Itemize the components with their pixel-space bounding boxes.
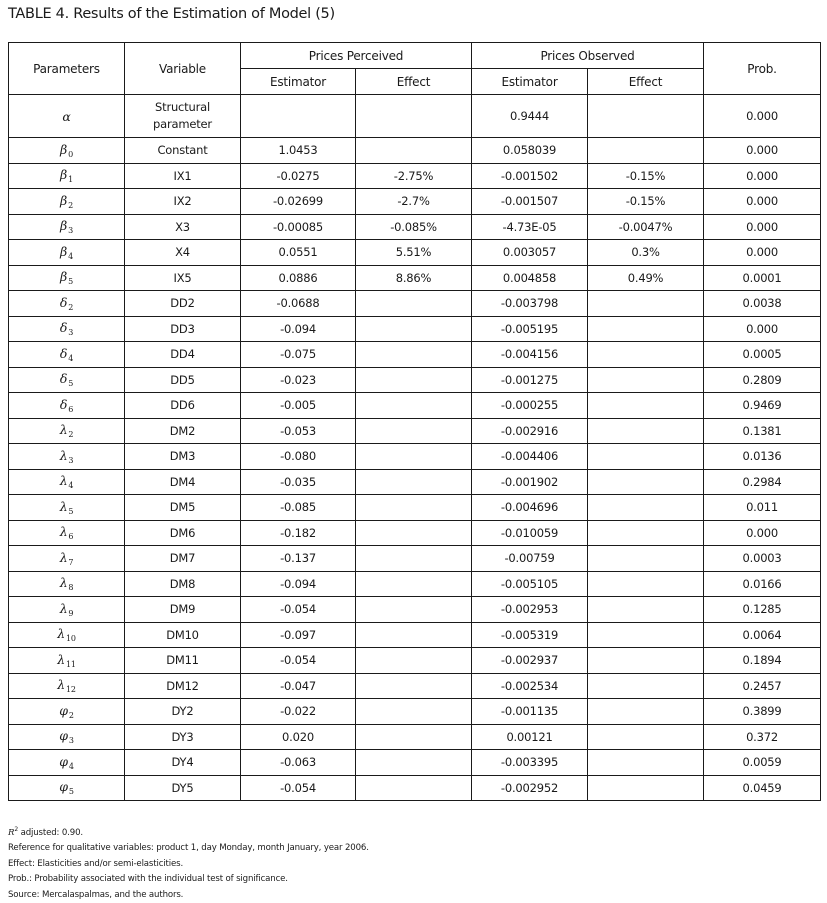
- po-effect-cell: 0.3%: [588, 240, 704, 266]
- header-pp-estimator: Estimator: [241, 69, 356, 95]
- table-row: [9, 265, 821, 291]
- param-symbol: λ: [59, 498, 68, 514]
- prob-cell: 0.372: [704, 724, 821, 750]
- po-effect-cell: [588, 95, 704, 138]
- po-effect-cell: [588, 571, 704, 597]
- param-cell: [9, 367, 125, 393]
- pp-effect-cell: [356, 495, 472, 521]
- param-symbol: φ: [59, 728, 68, 744]
- param-cell: [9, 597, 125, 623]
- param-cell: [9, 546, 125, 572]
- prob-cell: 0.1285: [704, 597, 821, 623]
- variable-cell: IX5: [125, 265, 241, 291]
- param-cell: [9, 444, 125, 470]
- variable-line-1: Structural: [155, 100, 210, 114]
- param-subscript: 3: [68, 226, 73, 236]
- pp-effect-cell: 5.51%: [356, 240, 472, 266]
- param-subscript: 7: [68, 557, 74, 567]
- pp-estimator-cell: -0.0275: [241, 163, 356, 189]
- param-symbol: λ: [57, 626, 65, 642]
- pp-effect-cell: [356, 444, 472, 470]
- param-subscript: 3: [68, 328, 74, 338]
- param-subscript: 5: [68, 277, 73, 287]
- param-subscript: 9: [68, 608, 74, 618]
- table-row: [9, 240, 821, 266]
- param-symbol: λ: [59, 524, 68, 540]
- param-cell: [9, 418, 125, 444]
- pp-effect-cell: 8.86%: [356, 265, 472, 291]
- pp-effect-cell: [356, 138, 472, 164]
- po-estimator-cell: -0.005105: [472, 571, 588, 597]
- po-effect-cell: [588, 291, 704, 317]
- variable-cell: DM2: [125, 418, 241, 444]
- variable-cell: DM10: [125, 622, 241, 648]
- pp-estimator-cell: -0.182: [241, 520, 356, 546]
- table-row-alpha: [9, 95, 821, 138]
- table-row: [9, 138, 821, 164]
- param-subscript: 2: [68, 430, 74, 440]
- variable-cell: DM7: [125, 546, 241, 572]
- pp-estimator-cell: -0.137: [241, 546, 356, 572]
- po-effect-cell: [588, 444, 704, 470]
- table-row: [9, 775, 821, 801]
- po-estimator-cell: -0.003395: [472, 750, 588, 776]
- pp-effect-cell: [356, 622, 472, 648]
- variable-cell: DM5: [125, 495, 241, 521]
- param-cell: [9, 495, 125, 521]
- po-estimator-cell: -0.00759: [472, 546, 588, 572]
- variable-cell: DM8: [125, 571, 241, 597]
- po-effect-cell: [588, 520, 704, 546]
- table-row: [9, 750, 821, 776]
- param-cell: [9, 469, 125, 495]
- po-effect-cell: [588, 495, 704, 521]
- po-estimator-cell: -0.002953: [472, 597, 588, 623]
- table-row: [9, 393, 821, 419]
- variable-cell: X4: [125, 240, 241, 266]
- param-cell: [9, 95, 125, 138]
- param-cell: [9, 673, 125, 699]
- table-row: [9, 571, 821, 597]
- pp-estimator-cell: -0.080: [241, 444, 356, 470]
- param-subscript: 4: [68, 353, 74, 363]
- param-symbol: φ: [59, 779, 68, 795]
- po-effect-cell: [588, 316, 704, 342]
- pp-estimator-cell: -0.053: [241, 418, 356, 444]
- po-estimator-cell: -0.001902: [472, 469, 588, 495]
- param-symbol: λ: [57, 651, 65, 667]
- variable-cell: DM6: [125, 520, 241, 546]
- table-row: [9, 291, 821, 317]
- pp-effect-cell: [356, 546, 472, 572]
- po-effect-cell: [588, 138, 704, 164]
- prob-cell: 0.0038: [704, 291, 821, 317]
- prob-cell: 0.2984: [704, 469, 821, 495]
- po-effect-cell: 0.49%: [588, 265, 704, 291]
- param-subscript: 4: [68, 251, 73, 261]
- param-subscript: 5: [68, 787, 74, 797]
- pp-estimator-cell: 0.020: [241, 724, 356, 750]
- pp-effect-cell: -2.75%: [356, 163, 472, 189]
- po-estimator-cell: -0.005195: [472, 316, 588, 342]
- prob-cell: 0.000: [704, 520, 821, 546]
- param-subscript: 3: [68, 736, 74, 746]
- prob-cell: 0.000: [704, 189, 821, 215]
- r2-superscript: 2: [14, 826, 18, 833]
- prob-cell: 0.000: [704, 214, 821, 240]
- param-symbol: λ: [57, 677, 65, 693]
- param-symbol: δ: [59, 294, 68, 310]
- pp-effect-cell: -2.7%: [356, 189, 472, 215]
- pp-effect-cell: [356, 724, 472, 750]
- table-row: [9, 189, 821, 215]
- param-cell: [9, 775, 125, 801]
- param-cell: [9, 189, 125, 215]
- prob-cell: 0.000: [704, 316, 821, 342]
- po-effect-cell: [588, 418, 704, 444]
- param-symbol: α: [62, 108, 71, 124]
- pp-effect-cell: [356, 418, 472, 444]
- table-row: [9, 316, 821, 342]
- pp-estimator-cell: -0.00085: [241, 214, 356, 240]
- header-variable: Variable: [125, 43, 241, 95]
- pp-effect-cell: [356, 520, 472, 546]
- param-symbol: β: [60, 243, 68, 259]
- po-estimator-cell: 0.003057: [472, 240, 588, 266]
- table-row: [9, 163, 821, 189]
- pp-estimator-cell: -0.097: [241, 622, 356, 648]
- variable-cell: DY4: [125, 750, 241, 776]
- pp-estimator-cell: -0.094: [241, 571, 356, 597]
- po-effect-cell: [588, 724, 704, 750]
- pp-effect-cell: [356, 750, 472, 776]
- po-estimator-cell: -0.001275: [472, 367, 588, 393]
- po-estimator-cell: -0.005319: [472, 622, 588, 648]
- param-subscript: 8: [68, 583, 74, 593]
- variable-cell: DD3: [125, 316, 241, 342]
- table-row: [9, 367, 821, 393]
- param-subscript: 5: [68, 506, 74, 516]
- prob-cell: 0.0005: [704, 342, 821, 368]
- param-cell: [9, 393, 125, 419]
- header-row-1: [9, 43, 821, 69]
- param-subscript: 12: [65, 685, 76, 695]
- prob-cell: 0.2809: [704, 367, 821, 393]
- pp-effect-cell: -0.085%: [356, 214, 472, 240]
- prob-cell: 0.3899: [704, 699, 821, 725]
- pp-effect-cell: [356, 469, 472, 495]
- variable-cell: DD2: [125, 291, 241, 317]
- variable-cell: DD6: [125, 393, 241, 419]
- pp-effect-cell: [356, 648, 472, 674]
- variable-cell: Constant: [125, 138, 241, 164]
- variable-cell: [125, 95, 241, 138]
- variable-cell: DM3: [125, 444, 241, 470]
- variable-cell: DM9: [125, 597, 241, 623]
- table-row: [9, 342, 821, 368]
- po-estimator-cell: -0.004696: [472, 495, 588, 521]
- pp-estimator-cell: -0.0688: [241, 291, 356, 317]
- variable-cell: DM12: [125, 673, 241, 699]
- pp-estimator-cell: -0.023: [241, 367, 356, 393]
- pp-estimator-cell: -0.094: [241, 316, 356, 342]
- param-cell: [9, 163, 125, 189]
- po-effect-cell: [588, 342, 704, 368]
- note-effect: Effect: Elasticities and/or semi-elasticities.: [8, 858, 184, 869]
- pp-effect-cell: [356, 597, 472, 623]
- table-row: [9, 520, 821, 546]
- po-estimator-cell: 0.058039: [472, 138, 588, 164]
- prob-cell: 0.0001: [704, 265, 821, 291]
- po-effect-cell: -0.0047%: [588, 214, 704, 240]
- prob-cell: 0.000: [704, 95, 821, 138]
- param-subscript: 0: [68, 149, 73, 159]
- prob-cell: 0.0136: [704, 444, 821, 470]
- po-estimator-cell: -0.002952: [472, 775, 588, 801]
- pp-effect-cell: [356, 699, 472, 725]
- table-row: [9, 622, 821, 648]
- param-symbol: δ: [59, 371, 68, 387]
- note-prob: Prob.: Probability associated with the individual test of significance.: [8, 874, 288, 885]
- pp-effect-cell: [356, 673, 472, 699]
- param-cell: [9, 571, 125, 597]
- param-subscript: 6: [68, 404, 74, 414]
- pp-estimator-cell: -0.047: [241, 673, 356, 699]
- param-cell: [9, 750, 125, 776]
- header-pp-effect: Effect: [356, 69, 472, 95]
- param-subscript: 4: [68, 481, 74, 491]
- prob-cell: 0.011: [704, 495, 821, 521]
- pp-effect-cell: [356, 571, 472, 597]
- prob-cell: 0.1894: [704, 648, 821, 674]
- pp-effect-cell: [356, 367, 472, 393]
- po-effect-cell: -0.15%: [588, 189, 704, 215]
- po-effect-cell: [588, 469, 704, 495]
- po-estimator-cell: -0.002534: [472, 673, 588, 699]
- po-effect-cell: [588, 750, 704, 776]
- param-symbol: β: [60, 269, 68, 285]
- pp-effect-cell: [356, 342, 472, 368]
- po-estimator-cell: 0.9444: [472, 95, 588, 138]
- variable-line-2: parameter: [153, 117, 212, 131]
- prob-cell: 0.0003: [704, 546, 821, 572]
- param-cell: [9, 699, 125, 725]
- variable-cell: DY2: [125, 699, 241, 725]
- pp-estimator-cell: -0.02699: [241, 189, 356, 215]
- po-estimator-cell: -0.010059: [472, 520, 588, 546]
- variable-cell: DM11: [125, 648, 241, 674]
- param-symbol: δ: [59, 396, 68, 412]
- pp-estimator-cell: -0.075: [241, 342, 356, 368]
- pp-estimator-cell: 1.0453: [241, 138, 356, 164]
- header-parameters: Parameters: [9, 43, 125, 95]
- pp-estimator-cell: -0.022: [241, 699, 356, 725]
- prob-cell: 0.9469: [704, 393, 821, 419]
- po-effect-cell: [588, 775, 704, 801]
- param-cell: [9, 648, 125, 674]
- param-cell: [9, 291, 125, 317]
- po-estimator-cell: -0.000255: [472, 393, 588, 419]
- param-symbol: λ: [59, 447, 68, 463]
- po-effect-cell: [588, 699, 704, 725]
- param-cell: [9, 240, 125, 266]
- po-effect-cell: [588, 648, 704, 674]
- po-estimator-cell: -0.001502: [472, 163, 588, 189]
- table-row: [9, 546, 821, 572]
- prob-cell: 0.0059: [704, 750, 821, 776]
- pp-estimator-cell: [241, 95, 356, 138]
- param-subscript: 11: [65, 659, 76, 669]
- param-symbol: φ: [59, 702, 68, 718]
- table-row: [9, 699, 821, 725]
- prob-cell: 0.0459: [704, 775, 821, 801]
- param-symbol: λ: [59, 600, 68, 616]
- po-estimator-cell: -0.004156: [472, 342, 588, 368]
- table-row: [9, 673, 821, 699]
- note-source: Source: Mercalaspalmas, and the authors.: [8, 889, 184, 900]
- pp-effect-cell: [356, 393, 472, 419]
- pp-estimator-cell: -0.054: [241, 775, 356, 801]
- pp-estimator-cell: -0.005: [241, 393, 356, 419]
- param-symbol: β: [60, 192, 68, 208]
- variable-cell: X3: [125, 214, 241, 240]
- table-row: [9, 469, 821, 495]
- variable-cell: DM4: [125, 469, 241, 495]
- table-row: [9, 418, 821, 444]
- po-effect-cell: [588, 546, 704, 572]
- table-title: TABLE 4. Results of the Estimation of Model (5): [8, 6, 335, 22]
- param-symbol: δ: [59, 345, 68, 361]
- header-prob: Prob.: [704, 43, 821, 95]
- param-subscript: 4: [68, 761, 74, 771]
- pp-estimator-cell: 0.0886: [241, 265, 356, 291]
- results-table: [8, 42, 821, 801]
- param-symbol: δ: [59, 320, 68, 336]
- note-r2: [8, 822, 369, 841]
- param-subscript: 1: [68, 175, 73, 185]
- po-estimator-cell: 0.004858: [472, 265, 588, 291]
- prob-cell: 0.0064: [704, 622, 821, 648]
- param-subscript: 3: [68, 455, 74, 465]
- param-symbol: β: [60, 141, 68, 157]
- po-estimator-cell: -0.003798: [472, 291, 588, 317]
- variable-cell: IX2: [125, 189, 241, 215]
- pp-estimator-cell: -0.035: [241, 469, 356, 495]
- table-row: [9, 495, 821, 521]
- note-reference: Reference for qualitative variables: product 1, day Monday, month January, year 2006.: [8, 843, 369, 854]
- r2-text: adjusted: 0.90.: [18, 828, 83, 838]
- po-estimator-cell: -0.001135: [472, 699, 588, 725]
- po-effect-cell: [588, 597, 704, 623]
- po-estimator-cell: -0.002937: [472, 648, 588, 674]
- pp-effect-cell: [356, 775, 472, 801]
- variable-cell: IX1: [125, 163, 241, 189]
- table-notes: [8, 822, 369, 903]
- table-row: [9, 214, 821, 240]
- param-cell: [9, 342, 125, 368]
- pp-estimator-cell: -0.063: [241, 750, 356, 776]
- po-effect-cell: [588, 673, 704, 699]
- header-prices-perceived: Prices Perceived: [241, 43, 472, 69]
- po-estimator-cell: 0.00121: [472, 724, 588, 750]
- pp-estimator-cell: -0.085: [241, 495, 356, 521]
- param-cell: [9, 316, 125, 342]
- po-effect-cell: [588, 367, 704, 393]
- param-subscript: 2: [68, 302, 74, 312]
- po-estimator-cell: -0.001507: [472, 189, 588, 215]
- param-subscript: 10: [65, 634, 76, 644]
- header-po-effect: Effect: [588, 69, 704, 95]
- pp-effect-cell: [356, 95, 472, 138]
- param-symbol: λ: [59, 549, 68, 565]
- po-effect-cell: [588, 393, 704, 419]
- table-row: [9, 444, 821, 470]
- param-cell: [9, 622, 125, 648]
- param-cell: [9, 520, 125, 546]
- param-cell: [9, 138, 125, 164]
- po-estimator-cell: -4.73E-05: [472, 214, 588, 240]
- param-symbol: φ: [59, 753, 68, 769]
- pp-effect-cell: [356, 316, 472, 342]
- table-row: [9, 724, 821, 750]
- table-row: [9, 648, 821, 674]
- table-row: [9, 597, 821, 623]
- pp-effect-cell: [356, 291, 472, 317]
- param-subscript: 2: [68, 200, 73, 210]
- param-symbol: λ: [59, 422, 68, 438]
- param-subscript: 2: [68, 710, 74, 720]
- pp-estimator-cell: 0.0551: [241, 240, 356, 266]
- r2-symbol: R: [8, 828, 15, 838]
- po-estimator-cell: -0.002916: [472, 418, 588, 444]
- pp-estimator-cell: -0.054: [241, 648, 356, 674]
- variable-cell: DD5: [125, 367, 241, 393]
- po-effect-cell: [588, 622, 704, 648]
- param-symbol: λ: [59, 575, 68, 591]
- prob-cell: 0.000: [704, 138, 821, 164]
- param-subscript: 5: [68, 379, 74, 389]
- prob-cell: 0.0166: [704, 571, 821, 597]
- prob-cell: 0.1381: [704, 418, 821, 444]
- header-prices-observed: Prices Observed: [472, 43, 704, 69]
- param-symbol: λ: [59, 473, 68, 489]
- param-symbol: β: [60, 218, 68, 234]
- variable-cell: DY5: [125, 775, 241, 801]
- param-cell: [9, 724, 125, 750]
- po-effect-cell: -0.15%: [588, 163, 704, 189]
- prob-cell: 0.2457: [704, 673, 821, 699]
- header-po-estimator: Estimator: [472, 69, 588, 95]
- variable-cell: DD4: [125, 342, 241, 368]
- variable-cell: DY3: [125, 724, 241, 750]
- prob-cell: 0.000: [704, 240, 821, 266]
- prob-cell: 0.000: [704, 163, 821, 189]
- pp-estimator-cell: -0.054: [241, 597, 356, 623]
- param-cell: [9, 214, 125, 240]
- param-subscript: 6: [68, 532, 74, 542]
- po-estimator-cell: -0.004406: [472, 444, 588, 470]
- param-symbol: β: [60, 167, 68, 183]
- param-cell: [9, 265, 125, 291]
